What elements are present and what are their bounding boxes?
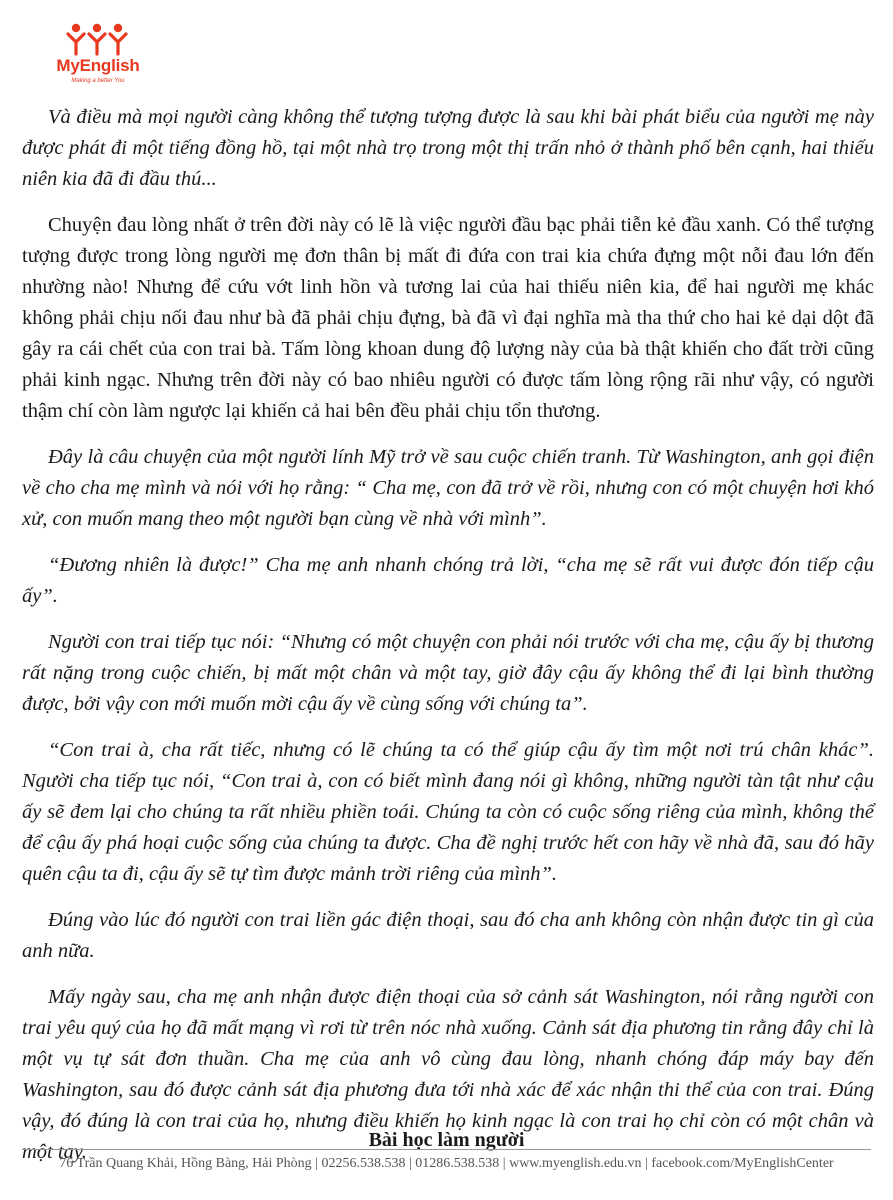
paragraph-2: Chuyện đau lòng nhất ở trên đời này có lẽ là việc người đầu bạc phải tiễn kẻ đầu xanh. Có thể tượng tượng được trong lòng người mẹ đơn thân bị mất đi đứa con trai kia chứa đựng một nỗi đau lớn đến nhường nào! Nhưng để cứu vớt linh hồn và tương lai của hai thiếu niên kia, để hai người mẹ khác không phải chịu nối đau như bà đã phải chịu đựng, bà đã vì đại nghĩa mà tha thứ cho hai kẻ dại dột đã gây ra cái chết của con trai bà. Tấm lòng khoan dung độ lượng này của bà thật khiến cho đất trời cũng phải kinh ngạc. Nhưng trên đời này có bao nhiêu người có được tấm lòng rộng rãi như vậy, có người thậm chí còn làm ngược lại khiến cả hai bên đều phải chịu tổn thương.	[22, 214, 874, 422]
myenglish-logo	[48, 22, 148, 90]
section-heading: Bài học làm người	[368, 1129, 525, 1151]
paragraph-7: Đúng vào lúc đó người con trai liền gác điện thoại, sau đó cha anh không còn nhận được tin gì của anh nữa.	[22, 909, 874, 962]
logo-tagline: Making a better You	[71, 78, 125, 84]
people-figures-icon	[66, 22, 128, 56]
page-footer	[0, 1149, 893, 1200]
paragraph-5: Người con trai tiếp tục nói: “Nhưng có một chuyện con phải nói trước với cha mẹ, cậu ấy bị thương rất nặng trong cuộc chiến, bị mất một chân và một tay, giờ đây cậu ấy không thể đi lại bình thường được, bởi vậy con mới muốn mời cậu ấy về cùng sống với chúng ta”.	[22, 631, 874, 715]
paragraph-3: Đây là câu chuyện của một người lính Mỹ trở về sau cuộc chiến tranh. Từ Washington, anh gọi điện về cho cha mẹ mình và nói với họ rằng: “ Cha mẹ, con đã trở về rồi, nhưng con có một chuyện hơi khó xử, con muốn mang theo một người bạn cùng về nhà với mình”.	[22, 446, 874, 530]
paragraph-1: Và điều mà mọi người càng không thể tượng tượng được là sau khi bài phát biểu của người mẹ này được phát đi một tiếng đồng hồ, tại một nhà trọ trong một thị trấn nhỏ ở thành phố bên cạnh, hai thiếu niên kia đã đi đầu thú...	[22, 106, 874, 190]
footer-divider	[22, 1149, 871, 1150]
paragraph-6: “Con trai à, cha rất tiếc, nhưng có lẽ chúng ta có thể giúp cậu ấy tìm một nơi trú chân khác”. Người cha tiếp tục nói, “Con trai à, con có biết mình đang nói gì không, những người tàn tật như cậu ấy sẽ đem lại cho chúng ta rất nhiều phiền toái. Chúng ta còn có cuộc sống riêng của mình, không thể để cậu ấy phá hoại cuộc sống của chúng ta được. Cha đề nghị trước hết con hãy về nhà đã, sau đó hãy quên cậu ta đi, cậu ấy sẽ tự tìm được mảnh trời riêng của mình”.	[22, 739, 874, 885]
article-body	[22, 102, 874, 1183]
paragraph-8: Mấy ngày sau, cha mẹ anh nhận được điện thoại của sở cảnh sát Washington, nói rằng người con trai yêu quý của họ đã mất mạng vì rơi từ trên nóc nhà xuống. Cảnh sát địa phương tin rằng đây chỉ là một vụ tự sát đơn thuần. Cha mẹ của anh vô cùng đau lòng, nhanh chóng đáp máy bay đến Washington, sau đó được cảnh sát địa phương đưa tới nhà xác để xác nhận thi thể của con trai. Đúng vậy, đó đúng là con trai của họ, nhưng điều khiến họ kinh ngạc là con trai họ chỉ còn có một chân và một tay.	[22, 986, 874, 1163]
footer-contact-text: 76 Trần Quang Khải, Hồng Bàng, Hải Phòng | 02256.538.538 | 01286.538.538 | www.myenglish.edu.vn | facebook.com/MyEnglishCenter	[59, 1156, 834, 1171]
paragraph-4: “Đương nhiên là được!” Cha mẹ anh nhanh chóng trả lời, “cha mẹ sẽ rất vui được đón tiếp cậu ấy”.	[22, 554, 874, 607]
logo-name: MyEnglish	[56, 56, 140, 75]
